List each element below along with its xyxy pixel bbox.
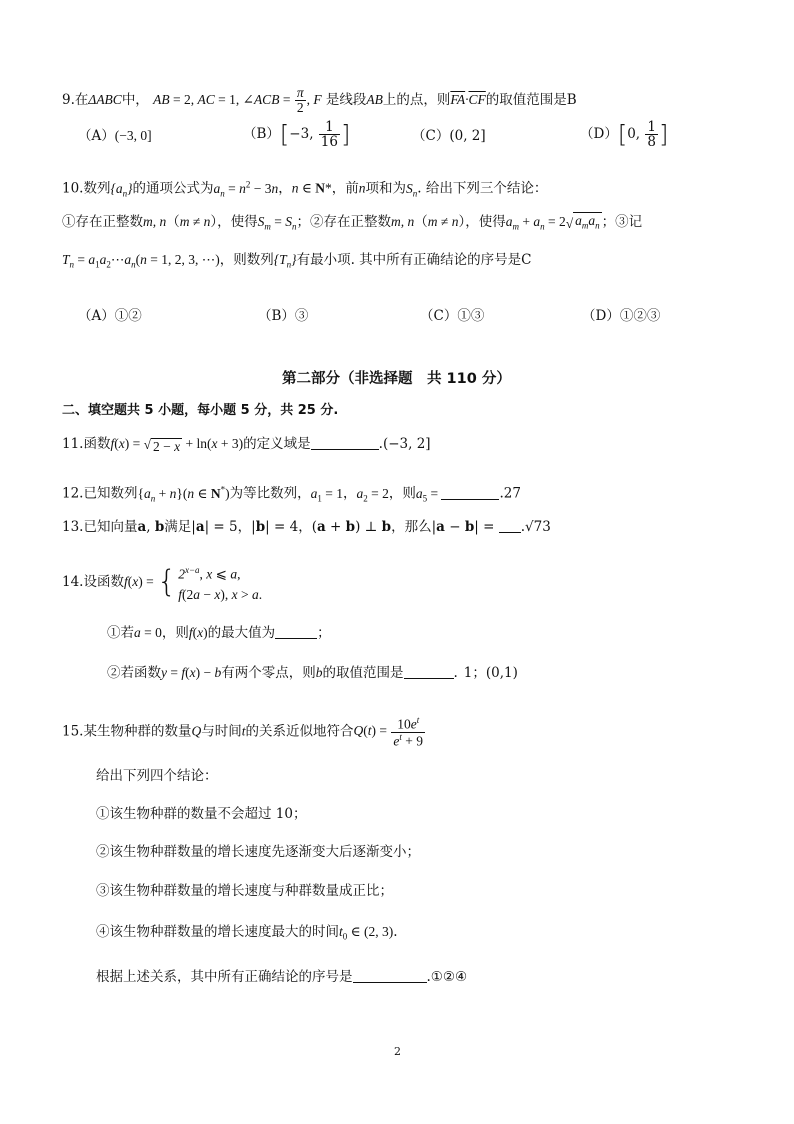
q9-option-d: （D）[0, $\frac{1}{8}$ ]	[580, 119, 669, 151]
section-heading: 二、填空题共 5 小题，每小题 5 分，共 25 分.	[62, 403, 339, 418]
q15-intro: 给出下列四个结论：	[96, 768, 218, 784]
answer-q10: C	[521, 252, 532, 268]
q9-option-c: （C）(0, 2]	[412, 128, 486, 144]
q10-option-b: （B）③	[258, 308, 309, 324]
q15-conclusion-1: ①该生物种群的数量不会超过 10；	[96, 806, 307, 822]
q10-conclusions-1-2: ①存在正整数m, n（m ≠ n），使得$S_m = S_n$；②存在正整数m, n（m ≠ n），使得$a_m + a_n = 2$ √ $a_ma_n$ ；③记	[62, 212, 642, 237]
q10-stem: 10.数列$\{a_n\}$的通项公式为$a_n = n^2 - 3n$，n ∈ N*，前n项和为$S_n$. 给出下列三个结论：	[62, 179, 548, 199]
answer-q12: 27	[503, 485, 521, 502]
answer-q11: (−3, 2]	[382, 436, 431, 452]
answer-q13: √73	[525, 519, 551, 535]
answer-blank	[441, 485, 499, 500]
page-number: 2	[394, 1045, 401, 1058]
answer-q14: 1；(0,1)	[463, 665, 518, 681]
q9-option-a: （A）(−3, 0]	[78, 128, 152, 144]
q14-function: 14.设函数f(x) = { $2^{x-a}$, x ⩽ a, f(2a − x), x > a.	[62, 564, 263, 602]
q10-option-a: （A）①②	[78, 308, 142, 324]
q9-option-b: （B）[−3, $\frac{1}{16}$ ]	[243, 119, 351, 151]
part2-title: 第二部分（非选择题 共 110 分）	[282, 371, 511, 387]
answer-blank	[311, 435, 379, 450]
q15-conclusion-2: ②该生物种群数量的增长速度先逐渐变大后逐渐变小；	[96, 844, 420, 860]
answer-q15: ①②④	[430, 969, 468, 985]
q12: 12.已知数列$\{a_n + n\}(n$ ∈ N*)为等比数列，$a_1 = 1$，$a_2 = 2$，则$a_5 = .27$	[62, 484, 521, 504]
math-q9-conditions: AB = 2, AC = 1, ∠ACB = $\frac{\pi}{2}$ , F	[153, 85, 322, 116]
q13: 13.已知向量a, b满足|a| = 5，|b| = 4，(a + b) ⊥ b，那么|a − b| = .√73	[62, 519, 551, 535]
answer-blank	[404, 664, 454, 679]
q10-conclusion-3: $T_n$ = $a_1a_2\cdots a_n(n = 1$, 2, 3, ⋯)，则数列$\{T_n\}$有最小项. 其中所有正确结论的序号是C	[62, 252, 532, 270]
answer-blank	[499, 518, 521, 533]
q10-option-d: （D）①②③	[582, 308, 661, 324]
answer-blank	[275, 624, 317, 639]
q15-conclusion-4: ④该生物种群数量的增长速度最大的时间$t_0$ ∈ (2, 3).	[96, 924, 398, 942]
q15-conclusion-3: ③该生物种群数量的增长速度与种群数量成正比；	[96, 883, 393, 899]
q14-part1: ①若a = 0，则f(x)的最大值为 ；	[107, 625, 331, 641]
q9-stem: 9.在ΔABC中， AB = 2, AC = 1, ∠ACB = $\frac{\pi}{2}$ , F 是线段AB上的点，则$\overline{FA}\cdot\overline{CF}$的取值范围是B	[62, 85, 577, 116]
math-dot-product: $\overline{FA}\cdot\overline{CF}$	[450, 91, 486, 107]
q15-stem: 15.某生物种群的数量Q与时间t的关系近似地符合Q(t) = $\frac{10e^t}{e^t + 9}$	[62, 715, 424, 749]
math-triangle-abc: ΔABC	[88, 91, 122, 107]
q11: 11.函数f(x) = √ 2 − x + ln(x + 3)的定义域是 .(−3, 2]	[62, 436, 431, 454]
answer-q9: B	[566, 91, 577, 108]
q10-option-c: （C）①③	[420, 308, 485, 324]
q14-part2: ②若函数y = f(x) − b有两个零点，则b的取值范围是 . 1；(0,1)	[107, 665, 518, 681]
q15-question: 根据上述关系，其中所有正确结论的序号是 .①②④	[96, 969, 468, 985]
answer-blank	[353, 968, 427, 983]
